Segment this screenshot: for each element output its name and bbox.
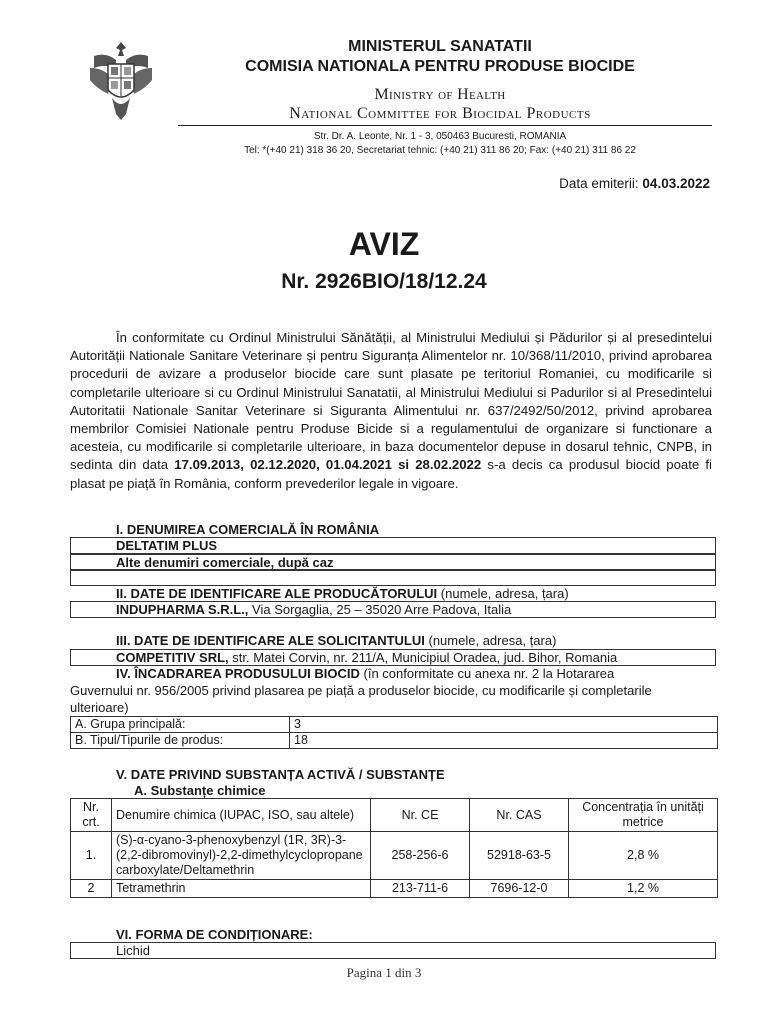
other-names-value-box — [70, 569, 716, 586]
section-2-title-text: II. DATE DE IDENTIFICARE ALE PRODUCĂTORULUI — [116, 586, 438, 601]
header-conc: Concentrația în unități metrice — [569, 799, 718, 832]
row-nr: 1. — [71, 832, 112, 880]
intro-paragraph — [70, 329, 712, 493]
header-nr: Nr. crt. — [71, 799, 112, 832]
header-name: Denumire chimica (IUPAC, ISO, sau altele) — [112, 799, 371, 832]
header-divider — [178, 125, 712, 126]
product-name: DELTATIM PLUS — [116, 538, 218, 553]
group-label: A. Grupa principală: — [71, 717, 290, 733]
row-cas: 52918-63-5 — [470, 832, 569, 880]
table-row — [71, 717, 718, 733]
row-name: Tetramethrin — [112, 880, 371, 898]
issue-date — [559, 176, 710, 191]
section-4-title — [116, 666, 614, 681]
row-ce: 258-256-6 — [371, 832, 470, 880]
row-name: (S)-α-cyano-3-phenoxybenzyl (1R, 3R)-3-(2,2-dibromovinyl)-2,2-dimethylcyclopropane carboxylate/Deltamethrin — [112, 832, 371, 880]
intro-text: În conformitate cu Ordinul Ministrului Sănătății, al Ministrului Mediului și Pădurilor și al presedintelui Autorității Nationale Sanitare Veterinare și pentru Siguranța Alimentelor nr. 10/368/11/2010, privind aprobarea procedurii de avizare a produselor biocide care sunt plasate pe teritoriul Romaniei, cu modificarile si completarile ulterioare si cu Ordinul Ministrului Sanatatii, al Ministrului Mediului si Padurilor si al Presedintelui Autoritatii Nationale Sanitar Veterinare si Siguranta Alimentului nr. 637/2492/50/2012, privind aprobarea membrilor Comisiei Nationale pentru Produse Bicide si a regulamentului de organizare si functionare a acesteia, cu modificarile si completarile ulterioare, in baza documentelor depuse in dosarul tehnic, CNPB, in sedinta din data — [70, 330, 712, 473]
issue-date-label: Data emiterii: — [559, 176, 639, 191]
header-contact: Tel: *(+40 21) 318 36 20, Secretariat tehnic: (+40 21) 311 86 20; Fax: (+40 21) 311 86 22 — [244, 145, 636, 156]
romanian-coat-of-arms-icon — [86, 38, 156, 124]
section-3-title — [116, 633, 556, 648]
product-type-value: 18 — [290, 733, 718, 749]
table-row — [71, 880, 718, 898]
ministry-name-ro: MINISTERUL SANATATII — [348, 38, 532, 55]
row-nr: 2 — [71, 880, 112, 898]
section-1-title: I. DENUMIREA COMERCIALĂ ÎN ROMÂNIA — [116, 522, 380, 537]
header-address: Str. Dr. A. Leonte, Nr. 1 - 3, 050463 Bucuresti, ROMANIA — [313, 131, 567, 142]
section-5-subtitle: A. Substanțe chimice — [134, 783, 266, 798]
header-cas: Nr. CAS — [470, 799, 569, 832]
table-row — [71, 733, 718, 749]
classification-table — [70, 716, 718, 749]
applicant — [116, 650, 617, 665]
ministry-name-en: Ministry of Health — [374, 86, 506, 103]
producer-address: Via Sorgaglia, 25 – 35020 Arre Padova, Italia — [252, 602, 512, 617]
applicant-address: str. Matei Corvin, nr. 211/A, Municipiul Oradea, jud. Bihor, Romania — [232, 650, 618, 665]
product-type-label: B. Tipul/Tipurile de produs: — [71, 733, 290, 749]
active-substances-table — [70, 798, 718, 898]
document-title: AVIZ — [348, 226, 420, 262]
producer — [116, 602, 511, 617]
row-conc: 1,2 % — [569, 880, 718, 898]
applicant-company: COMPETITIV SRL, — [116, 650, 229, 665]
section-2-hint: (numele, adresa, țara) — [440, 586, 569, 601]
issue-date-value: 04.03.2022 — [642, 176, 710, 191]
section-2-title — [116, 586, 569, 601]
producer-company: INDUPHARMA S.R.L., — [116, 602, 249, 617]
table-header-row — [71, 799, 718, 832]
packaging-form-value: Lichid — [116, 943, 150, 958]
group-value: 3 — [290, 717, 718, 733]
section-4-text-line1: (în conformitate cu anexa nr. 2 la Hotararea — [363, 666, 615, 681]
intro-ending: s-a decis ca produsul biocid poate fi plasat pe piață în România, conform prevederilor legale in vigoare. — [70, 457, 712, 491]
page-number: Pagina 1 din 3 — [346, 965, 422, 980]
document-number: Nr. 2926BIO/18/12.24 — [281, 270, 487, 293]
section-5-title: V. DATE PRIVIND SUBSTANȚA ACTIVĂ / SUBSTANȚE — [116, 767, 445, 782]
section-3-hint: (numele, adresa, țara) — [428, 633, 557, 648]
commission-name-ro: COMISIA NATIONALA PENTRU PRODUSE BIOCIDE — [245, 58, 635, 75]
row-conc: 2,8 % — [569, 832, 718, 880]
row-ce: 213-711-6 — [371, 880, 470, 898]
section-4-text-line3: ulterioare) — [70, 700, 129, 715]
section-3-title-text: III. DATE DE IDENTIFICARE ALE SOLICITANTULUI — [116, 633, 425, 648]
intro-dates: 17.09.2013, 02.12.2020, 01.04.2021 si 28.02.2022 — [174, 457, 482, 473]
section-4-title-text: IV. ÎNCADRAREA PRODUSULUI BIOCID — [116, 666, 360, 681]
header-ce: Nr. CE — [371, 799, 470, 832]
section-4-text-line2: Guvernului nr. 956/2005 privind plasarea pe piață a produselor biocide, cu modificarile și completarile — [70, 683, 652, 698]
commission-name-en: National Committee for Biocidal Products — [289, 105, 591, 122]
table-row — [71, 832, 718, 880]
packaging-form-box — [70, 942, 716, 959]
row-cas: 7696-12-0 — [470, 880, 569, 898]
section-6-title: VI. FORMA DE CONDIȚIONARE: — [116, 927, 313, 942]
other-names-label: Alte denumiri comerciale, după caz — [116, 555, 334, 570]
